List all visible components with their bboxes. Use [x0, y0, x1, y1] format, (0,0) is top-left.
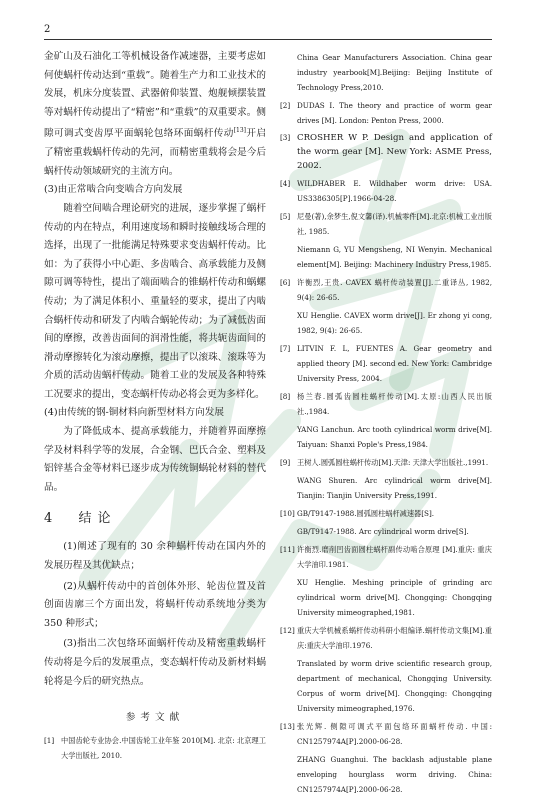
intro-text-end: 开启了精密重载蜗杆传动的先河，而精密重载将会是今后蜗杆传动领域研究的主流方向。	[44, 128, 266, 177]
item-4-text: 为了降低成本、提高承载能力，并随着界面摩擦学及材料科学等的发展，合金钢、巴氏合金、塑料及铝锌基合金等材料已逐步成为传统铜蜗轮材料的替代品。	[44, 426, 266, 493]
reference-text: LITVIN F. L, FUENTES A. Gear geometry and applied theory [M]. second ed. New York: Cambridge University Press, 2004.	[297, 344, 492, 383]
reference-number: [6]	[280, 278, 291, 287]
reference-item	[280, 209, 492, 239]
right-column	[280, 50, 492, 800]
item-3-text: 随着空间啮合理论研究的进展，逐步掌握了蜗杆传动的内在特点，利用速度场和瞬时接触线场合理的选择，出现了一批能满足特殊要求变齿蜗杆传动。比如：为了获得小中心距、多齿啮合、高承载能力及侧隙可调等特性，提出了端面啮合的锥蜗杆传动和蜗螺传动；为了满足体积小、重量轻的要求，提出了内啮合蜗杆传动和研发了内啮合蜗轮传动；为了减低齿面间的摩擦，改善齿面间的润滑性能，将共轭齿面间的滑动摩擦转化为滚动摩擦，提出了以滚珠、滚珠等为介质的活动齿蜗杆传动。随着工业的发展及各种特殊工况要求的提出，变态蜗杆传动必将会更为多样化。	[44, 202, 266, 400]
section-number: 4	[44, 511, 59, 527]
reference-text: XU Henglie. CAVEX worm drive[J]. Er zhong yi cong, 1982, 9(4): 26-65.	[297, 311, 492, 335]
reference-text: YANG Lanchun. Arc tooth cylindrical worm drive[M]. Taiyuan: Shanxi Pople's Press,1984.	[297, 425, 492, 449]
conclusion-item: (2)从蜗杆传动中的首创体外形、轮齿位置及首创面齿廓三个方面出发，将蜗杆传动系统地分类为 350 种形式；	[44, 580, 266, 629]
reference-number: [11]	[280, 545, 295, 554]
reference-number: [13]	[280, 722, 295, 731]
reference-item	[280, 50, 492, 95]
reference-item	[280, 506, 492, 521]
reference-number: [1]	[44, 736, 55, 746]
reference-text: 重庆大学机械系蜗杆传动科研小组编译.蜗杆传动文集[M].重庆:重庆大学油印.1976.	[297, 626, 492, 650]
header-rule	[44, 39, 492, 40]
reference-text: CROSHER W P. Design and application of the worm gear [M]. New York: ASME Press, 2002.	[297, 133, 492, 171]
reference-item	[280, 542, 492, 572]
reference-text: GB/T9147-1988. Arc cylindrical worm drive[S].	[297, 527, 469, 536]
reference-item	[280, 131, 492, 173]
reference-text: XU Henglie. Meshing principle of grinding arc cylindrical worm drive[M]. Chongqing: Chongqing University mimeographed,1981.	[297, 578, 492, 617]
reference-item	[280, 389, 492, 419]
section-title: 结论	[78, 511, 117, 527]
reference-text: 许衡烈,王贵. CAVEX 蜗杆传动装置[J].二重译丛, 1982, 9(4): 26-65.	[297, 278, 492, 302]
conclusion-item: (1)阐述了现有的 30 余种蜗杆传动在国内外的发展历程及其优缺点；	[44, 541, 266, 572]
reference-text: China Gear Manufacturers Association. China gear industry yearbook[M].Beijing: Beijing Institute of Technology Press,2010.	[297, 53, 492, 92]
reference-item	[280, 455, 492, 470]
reference-text: ZHANG Guanghui. The backlash adjustable plane enveloping hourglass worm driving. China: CN1257974A[P].2000-06-28.	[297, 755, 492, 794]
reference-item	[280, 341, 492, 386]
section-heading	[44, 507, 266, 526]
item-3-title: (3)由正常啮合向变啮合方向发展	[44, 184, 183, 196]
reference-item	[280, 473, 492, 503]
reference-item	[280, 242, 492, 272]
intro-text: 金矿山及石油化工等机械设备作减速器，主要考虑如何使蜗杆传动达到“重载”。随着生产力和工业技术的发展，机床分度装置、武器俯仰装置、炮舰倾摆装置等对蜗杆传动提出了“精密”和“重载”的双重要求。侧隙可调式变齿厚平面蜗轮包络环面蜗杆传动	[44, 51, 266, 140]
reference-item	[280, 752, 492, 797]
reference-number: [5]	[280, 212, 291, 221]
reference-item	[280, 719, 492, 749]
page-number: 2	[44, 24, 51, 35]
reference-item	[280, 275, 492, 305]
left-column	[44, 48, 266, 766]
reference-item	[280, 422, 492, 452]
reference-text: 杨兰春.圆弧齿圆柱蜗杆传动[M].太原:山西人民出版社.,1984.	[297, 392, 492, 416]
reference-text: 王树人.圆弧圆柱蜗杆传动[M].天津: 天津大学出版社.,1991.	[297, 458, 489, 467]
reference-item	[44, 733, 266, 763]
reference-number: [4]	[280, 179, 291, 188]
reference-item	[280, 524, 492, 539]
item-4-title: (4)由传统的钢-铜材料向新型材料方向发展	[44, 407, 224, 419]
reference-text: GB/T9147-1988.圆弧圆柱蜗杆减速器[S].	[297, 509, 435, 518]
reference-text: 中国齿轮专业协会.中国齿轮工业年鉴 2010[M]. 北京: 北京理工大学出版社, 2010.	[61, 736, 266, 761]
reference-number: [10]	[280, 509, 295, 518]
reference-text: 许衡烈.磨削凹齿面圆柱蜗杆副传动啮合原理 [M].重庆: 重庆大学油印.1981.	[297, 545, 492, 569]
reference-text: 张光辉. 侧隙可调式平面包络环面蜗杆传动. 中国: CN1257974A[P].2000-06-28.	[297, 722, 492, 746]
intro-paragraph	[44, 48, 266, 181]
conclusion-item: (3)指出二次包络环面蜗杆传动及精密重载蜗杆传动将是今后的发展重点，变态蜗杆传动及新材料蜗轮将是今后的研究热点。	[44, 638, 266, 687]
reference-number: [3]	[280, 133, 291, 142]
reference-text: Translated by worm drive scientific research group, department of mechanical, Chongqing University. Corpus of worm drive[M]. Chongqing: Chongqing University mimeographed,1976.	[297, 659, 492, 713]
reference-text: WILDHABER E. Wildhaber worm drive: USA. US3386305[P].1966-04-28.	[297, 179, 492, 203]
reference-number: [8]	[280, 392, 291, 401]
reference-text: DUDAS I. The theory and practice of worm gear drives [M]. London: Penton Press, 2000.	[297, 101, 492, 125]
reference-number: [12]	[280, 626, 295, 635]
references-heading: 参考文献	[125, 712, 185, 724]
reference-text: WANG Shuren. Arc cylindrical worm drive[M]. Tianjin: Tianjin University Press,1991.	[297, 476, 492, 500]
reference-item	[280, 176, 492, 206]
reference-number: [2]	[280, 101, 291, 110]
reference-item	[280, 575, 492, 620]
reference-text: Niemann G, YU Mengsheng, NI Wenyin. Mechanical element[M]. Beijing: Machinery Industry Press,1985.	[297, 245, 492, 269]
citation: [13]	[233, 127, 247, 135]
reference-item	[280, 308, 492, 338]
reference-number: [7]	[280, 344, 291, 353]
reference-item	[280, 623, 492, 653]
reference-item	[280, 656, 492, 716]
reference-number: [9]	[280, 458, 291, 467]
conclusions	[44, 538, 266, 691]
reference-item	[280, 98, 492, 128]
reference-text: 尼曼(著),余梦生,倪文馨(译).机械零件[M].北京:机械工业出版社, 1985.	[297, 212, 492, 236]
